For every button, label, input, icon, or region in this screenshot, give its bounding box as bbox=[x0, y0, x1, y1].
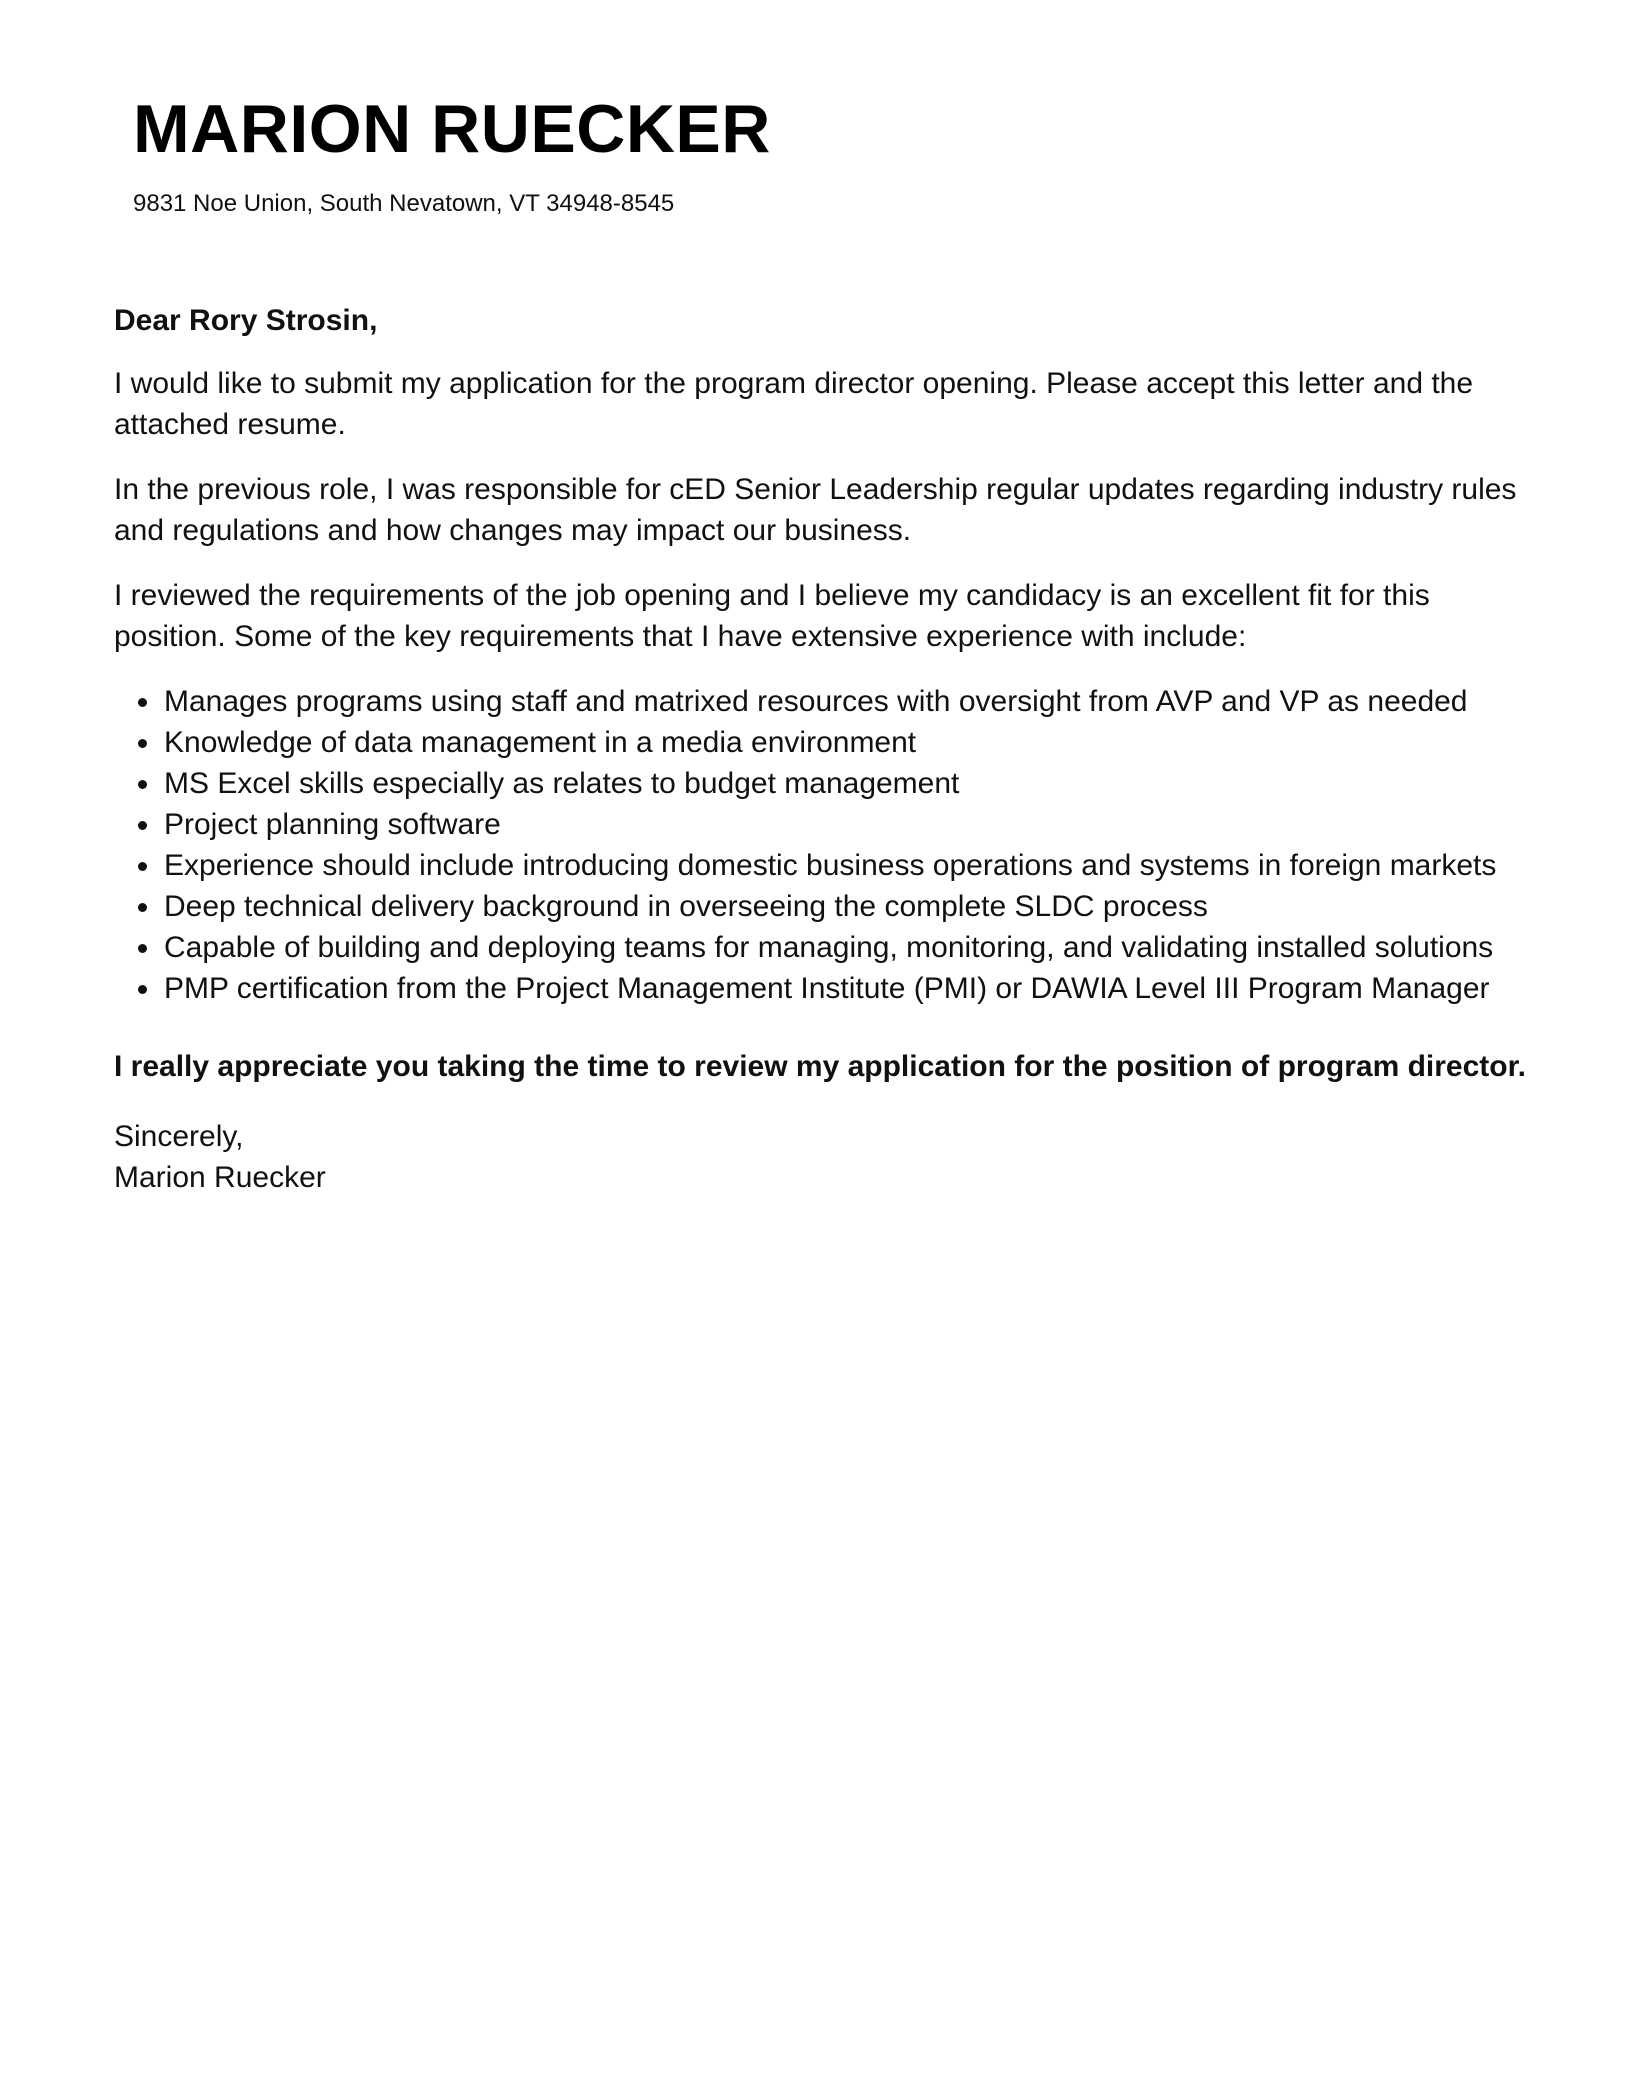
salutation: Dear Rory Strosin, bbox=[114, 304, 378, 337]
paragraph-intro: I would like to submit my application for the program director opening. Please accept this letter and the attached resume. bbox=[114, 367, 1474, 441]
applicant-name: MARION RUECKER bbox=[133, 91, 771, 167]
list-item: • Experience should include introducing domestic business operations and systems in foreign markets bbox=[162, 845, 1534, 886]
requirements-list bbox=[114, 681, 1534, 1009]
signoff bbox=[114, 1116, 1534, 1198]
paragraph-previous-role: In the previous role, I was responsible for cED Senior Leadership regular updates regarding industry rules and regulations and how changes may impact our business. bbox=[114, 473, 1517, 547]
paragraph-requirements-intro: I reviewed the requirements of the job opening and I believe my candidacy is an excellent fit for this position. Some of the key requirements that I have extensive experience with include: bbox=[114, 579, 1430, 653]
list-item: • Manages programs using staff and matrixed resources with oversight from AVP and VP as needed bbox=[162, 681, 1534, 722]
list-item: • MS Excel skills especially as relates to budget management bbox=[162, 763, 1534, 804]
list-item: • Knowledge of data management in a media environment bbox=[162, 722, 1534, 763]
list-item: • PMP certification from the Project Management Institute (PMI) or DAWIA Level III Program Manager bbox=[162, 968, 1534, 1009]
applicant-address: 9831 Noe Union, South Nevatown, VT 34948-8545 bbox=[133, 190, 675, 217]
signoff-text: Sincerely, bbox=[114, 1120, 244, 1153]
list-item: • Capable of building and deploying teams for managing, monitoring, and validating installed solutions bbox=[162, 927, 1534, 968]
letter-body bbox=[114, 300, 1534, 1198]
signature-name: Marion Ruecker bbox=[114, 1161, 326, 1194]
list-item: • Project planning software bbox=[162, 804, 1534, 845]
list-item: • Deep technical delivery background in overseeing the complete SLDC process bbox=[162, 886, 1534, 927]
closing-statement: I really appreciate you taking the time to review my application for the position of program director. bbox=[114, 1050, 1526, 1083]
letter-header bbox=[133, 88, 771, 220]
